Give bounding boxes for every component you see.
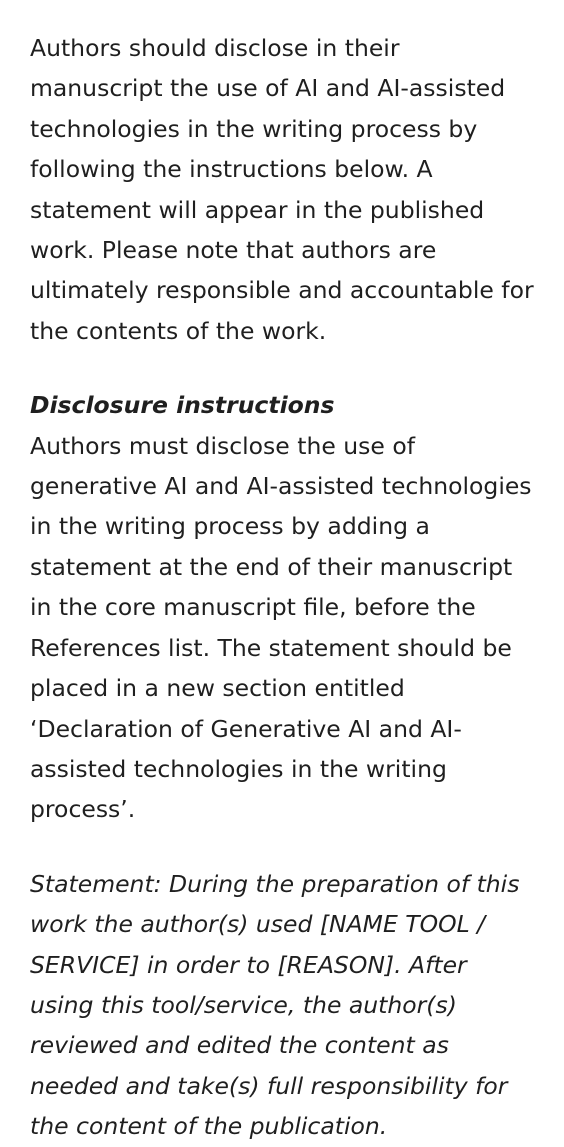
disclosure-instructions-paragraph: Authors must disclose the use of generative AI and AI-assisted technologies in the writing process by adding a statement at the end of their manuscript in the core manuscript file, before the References list. The statement should be placed in a new section entitled ‘Declaration of Generative AI and AI-assisted technologies in the writing process’. — [30, 431, 532, 824]
statement-paragraph: Statement: During the preparation of this work the author(s) used [NAME TOOL / SERVICE] in order to [REASON]. After using this tool/service, the author(s) reviewed and edited the content as needed and take(s) full responsibility for the content of the publication. — [30, 869, 520, 1141]
article-content — [30, 28, 534, 1147]
intro-paragraph: Authors should disclose in their manuscript the use of AI and AI-assisted technologies in the writing process by following the instructions below. A statement will appear in the published work. Please note that authors are ultimately responsible and accountable for the contents of the work. — [30, 34, 534, 345]
disclosure-heading: Disclosure instructions — [30, 391, 335, 420]
